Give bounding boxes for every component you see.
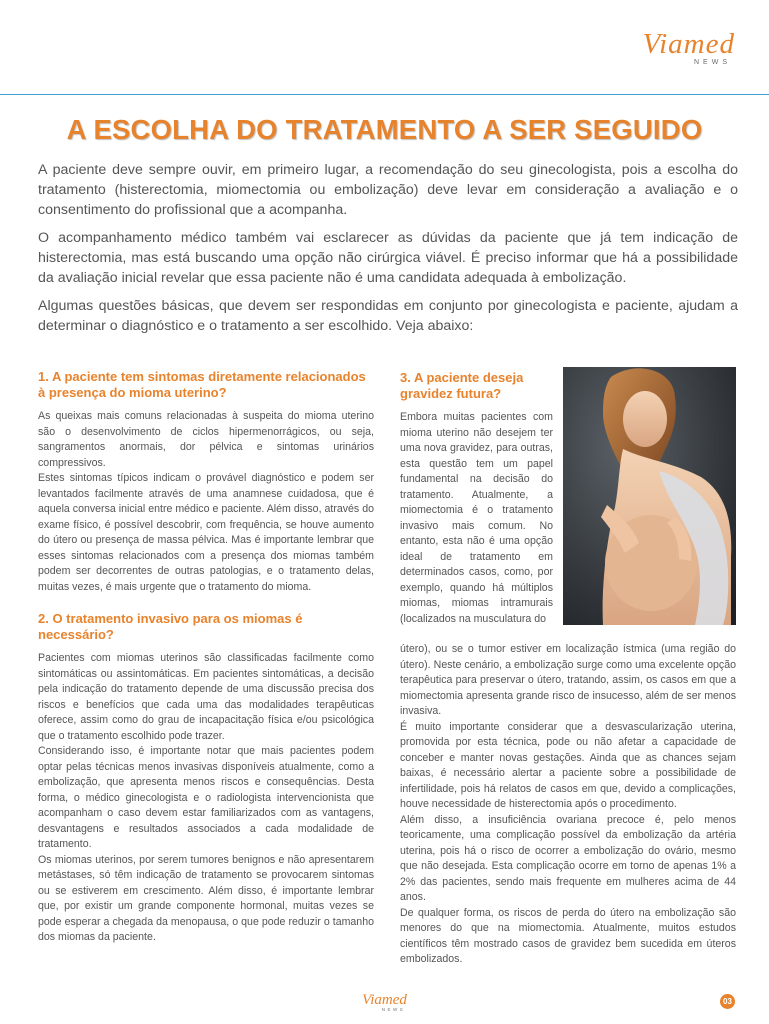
viamed-logo [643, 30, 735, 66]
section-3-paragraph: É muito importante considerar que a desvascularização uterina, promovida por esta técnica, pode ou não afetar a capacidade de conceber e manter novas gestações. Ainda que as chances sejam baixas, é necessário alertar a paciente sobre a possibilidade de infertilidade, pois há relatos de casos em que, devido a complicações, houve necessidade de histerectomia após o procedimento. [400, 720, 736, 810]
intro-paragraph: Algumas questões básicas, que devem ser respondidas em conjunto por ginecologista e paciente, ajudam a determinar o diagnóstico e o tratamento a ser escolhido. Veja abaixo: [38, 298, 738, 334]
logo-sub: NEWS [694, 59, 731, 66]
page-title: A ESCOLHA DO TRATAMENTO A SER SEGUIDO [66, 114, 703, 145]
section-3-paragraph: De qualquer forma, os riscos de perda do útero na embolização são menores do que na miomectomia. Atualmente, muitos estudos científicos têm mostrado casos de gravidez bem sucedida em úteros embolizados. [400, 906, 736, 965]
section-3-heading: 3. A paciente deseja gravidez futura? [400, 370, 524, 401]
section-1-heading: 1. A paciente tem sintomas diretamente relacionados à presença do mioma uterino? [38, 369, 366, 400]
intro [38, 160, 738, 344]
header-rule [0, 94, 769, 95]
footer-logo-sub: NEWS [381, 1007, 406, 1012]
right-column-bottom [400, 642, 736, 968]
section-1-paragraph: Estes sintomas típicos indicam o provável diagnóstico e podem ser levantados facilmente através de uma anamnese cuidadosa, que é aquela conversa inicial entre médico e paciente. Além disso, através do exame físico, é possível descobrir, com frequência, se houve aumento do útero ou presença de massa pélvica. Mas é importante lembrar que esses sintomas relacionados com a presença dos miomas também podem ser decorrentes de outras patologias, e o tratamento delas, muitas vezes, é mais urgente que o tratamento do mioma. [38, 472, 374, 593]
section-3-paragraph: Além disso, a insuficiência ovariana precoce é, pelo menos teoricamente, uma complicação possível da embolização da artéria uterina, pois há o risco de ocorrer a embolização do ovário, mesmo que não desejada. Esta complicação ocorre em torno de apenas 1% a 2% das pacientes, sendo mais frequente em mulheres acima de 44 anos. [400, 813, 736, 903]
footer-logo [0, 993, 769, 1012]
photo-illustration [563, 367, 736, 625]
section-2-heading: 2. O tratamento invasivo para os miomas é necessário? [38, 611, 303, 642]
section-2-paragraph: Pacientes com miomas uterinos são classificadas facilmente como sintomáticas ou assintomáticas. Em pacientes sintomáticas, a decisão pela indicação do tratamento depende de uma discussão precisa dos riscos e benefícios que cada uma das modalidades terapêuticas oferece, assim como do grau de incapacitação física e/ou psicológica que o tratamento escolhido pode trazer. [38, 652, 374, 742]
section-2-paragraph: Os miomas uterinos, por serem tumores benignos e não apresentarem metástases, só têm indicação de tratamento se provocarem sintomas ou se estiverem em crescimento. Além disso, é importante lembrar que, por existir um grande componente hormonal, muitas vezes se pode esperar a chegada da menopausa, o que pode reduzir o tamanho dos miomas da paciente. [38, 853, 374, 943]
right-column-top [400, 370, 553, 627]
pregnant-woman-photo [563, 367, 736, 625]
footer-logo-name: Viamed [362, 992, 407, 1008]
section-2-paragraph: Considerando isso, é importante notar que mais pacientes podem optar pelas técnicas menos invasivas disponíveis atualmente, como a embolização, que apresenta menos riscos e consequências. Desta forma, o médico ginecologista e o radiologista intervencionista que acompanham o caso devem estar familiarizados com as vantagens, desvantagens e resultados associados a cada modalidade de tratamento. [38, 745, 374, 850]
page-number: 03 [720, 994, 735, 1009]
section-3-narrow-text: Embora muitas pacientes com mioma uterino não desejem ter uma nova gravidez, para outras, esta questão tem um papel fundamental na decisão do tratamento. Atualmente, a miomectomia é o tratamento invasivo mais comum. No entanto, esta não é uma opção ideal de tratamento em determinados casos, como, por exemplo, quando há múltiplos miomas, miomas intramurais (localizados na musculatura do [400, 411, 553, 625]
intro-paragraph: O acompanhamento médico também vai esclarecer as dúvidas da paciente que já tem indicação de histerectomia, mas está buscando uma opção não cirúrgica viável. É preciso informar que há a possibilidade da avaliação inicial revelar que essa paciente não é uma candidata adequada à embolização. [38, 230, 738, 286]
intro-paragraph: A paciente deve sempre ouvir, em primeiro lugar, a recomendação do seu ginecologista, pois a escolha do tratamento (histerectomia, miomectomia ou embolização) deve levar em consideração a avaliação e o consentimento do profissional que a acompanha. [38, 162, 738, 218]
section-3-paragraph: útero), ou se o tumor estiver em localização ístmica (uma região do útero). Neste cenário, a embolização surge como uma excelente opção terapêutica para preservar o útero, tratando, assim, os casos em que a miomectomia apresenta grande risco de insucesso, além de ser menos invasiva. [400, 643, 736, 717]
section-1-paragraph: As queixas mais comuns relacionadas à suspeita do mioma uterino são o desenvolvimento de ciclos hipermenorrágicos, ou seja, sangramentos anormais, dor pélvica e sintomas urinários compressivos. [38, 410, 374, 469]
logo-name: Viamed [642, 28, 735, 60]
left-column [38, 369, 374, 946]
